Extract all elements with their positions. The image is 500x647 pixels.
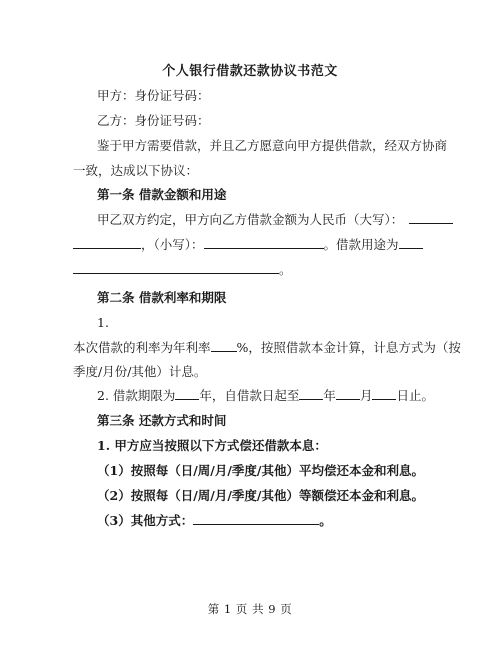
preamble-line-2: 一致，达成以下协议： — [73, 163, 199, 178]
end-day-label: 日止。 — [396, 388, 434, 403]
other-method-label: （3）其他方式： — [97, 513, 194, 528]
interest-method-text: %，按照借款本金计算，计息方式为（按 — [236, 340, 461, 355]
interest-rate-label: 本次借款的利率为年利率 — [73, 340, 211, 355]
party-a-line: 甲方：身份证号码： — [97, 88, 210, 103]
end-day-blank — [372, 388, 396, 400]
repayment-option-1: （1）按照每（日/周/月/季度/其他）平均偿还本金和利息。 — [97, 463, 424, 478]
purpose-end: 。 — [279, 262, 292, 277]
document-title: 个人银行借款还款协议书范文 — [162, 64, 338, 79]
other-method-blank — [193, 513, 319, 525]
preamble-line-1: 鉴于甲方需要借款，并且乙方愿意向甲方提供借款，经双方协商 — [97, 138, 448, 153]
interest-rate-blank — [211, 340, 237, 352]
amount-lower-label: ，（小写）： — [141, 237, 204, 252]
article-1-heading: 第一条 借款金额和用途 — [97, 187, 227, 202]
amount-upper-blank-cont — [73, 237, 141, 249]
end-year-blank — [299, 388, 323, 400]
article-2-heading: 第二条 借款利率和期限 — [97, 290, 227, 305]
loan-term-label: 2. 借款期限为 — [97, 388, 176, 403]
end-month-label: 月 — [359, 388, 373, 403]
amount-upper-label: 甲乙双方约定，甲方向乙方借款金额为人民币（大写）： — [97, 212, 404, 227]
end-year-label: 年 — [323, 388, 336, 403]
repayment-option-3 — [97, 513, 332, 529]
purpose-blank-cont — [73, 262, 279, 274]
other-method-end: 。 — [319, 513, 332, 528]
loan-term-years-blank — [175, 388, 199, 400]
loan-term-line — [97, 388, 434, 404]
article-1-text-line-2 — [73, 237, 423, 253]
amount-lower-blank — [204, 237, 324, 249]
amount-upper-blank — [409, 212, 453, 224]
page-footer: 第 1 页 共 9 页 — [207, 602, 293, 616]
article-3-heading: 第三条 还款方式和时间 — [97, 413, 227, 428]
loan-term-from: 年，自借款日起至 — [199, 388, 300, 403]
repayment-option-2: （2）按照每（日/周/月/季度/其他）等额偿还本金和利息。 — [97, 488, 424, 503]
article-1-text-line-1 — [97, 212, 453, 228]
article-3-item-1: 1. 甲方应当按照以下方式偿还借款本息： — [97, 438, 327, 453]
end-month-blank — [336, 388, 360, 400]
purpose-blank — [399, 237, 423, 249]
article-2-item-1-number: 1. — [97, 315, 109, 330]
purpose-label: 。借款用途为 — [323, 237, 399, 252]
interest-rate-line-1 — [73, 340, 461, 356]
article-1-text-line-3 — [73, 262, 292, 278]
party-b-line: 乙方：身份证号码： — [97, 113, 210, 128]
interest-rate-line-2: 季度/月份/其他）计息。 — [73, 364, 207, 379]
